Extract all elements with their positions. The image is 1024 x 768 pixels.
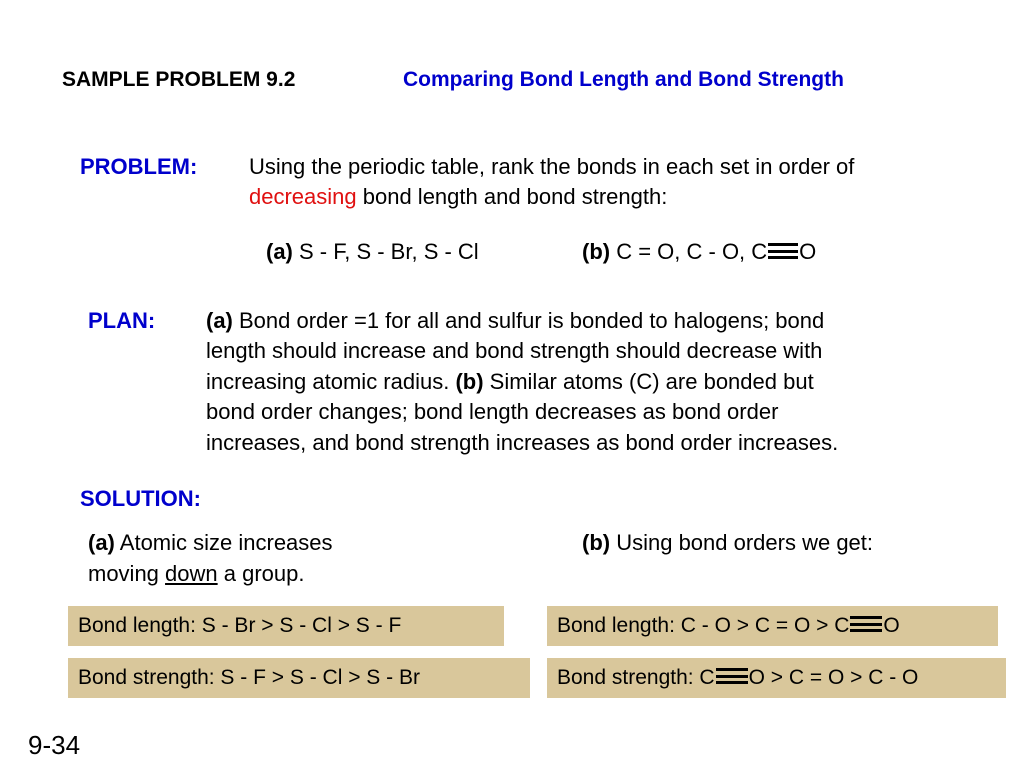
solution-a-line2 (88, 559, 304, 589)
plan-line1-text: Bond order =1 for all and sulfur is bonded to halogens; bond (232, 308, 825, 333)
solution-label: SOLUTION: (80, 486, 201, 511)
decreasing-emphasis: decreasing (249, 184, 357, 209)
plan-line3-post: Similar atoms (C) are bonded but (483, 369, 814, 394)
plan-line4: bond order changes; bond length decreases as bond order (206, 399, 779, 424)
solution-a-line1 (88, 528, 333, 558)
plan-label: PLAN: (88, 308, 156, 333)
plan-line3 (206, 367, 814, 397)
box-b-length-pre: Bond length: C - O > C = O > C (557, 614, 850, 637)
problem-part-b (582, 237, 816, 267)
solution-a-tag: (a) (88, 530, 115, 555)
problem-text-line1: Using the periodic table, rank the bonds in each set in order of (249, 154, 855, 179)
part-b-tag: (b) (582, 239, 611, 264)
problem-part-a (266, 237, 479, 267)
slide-number: 9-34 (28, 730, 81, 760)
answer-box-b-length (547, 606, 998, 646)
part-b-bonds-end: O (799, 239, 817, 264)
plan-line1 (206, 306, 824, 336)
solution-a-text: Atomic size increases (114, 530, 333, 555)
answer-box-b-strength (547, 658, 1006, 698)
plan-line2: length should increase and bond strength should decrease with (206, 338, 823, 363)
plan-tag-b: (b) (455, 369, 484, 394)
problem-text-line2 (249, 182, 667, 212)
box-b-strength-pre: Bond strength: C (557, 666, 715, 689)
solution-b-line1 (582, 528, 873, 558)
answer-box-a-length: Bond length: S - Br > S - Cl > S - F (68, 606, 504, 646)
solution-b-text: Using bond orders we get: (610, 530, 874, 555)
solution-a-line2-pre: moving (88, 561, 166, 586)
box-b-strength-post: O > C = O > C - O (748, 666, 919, 689)
triple-bond-icon (716, 667, 748, 685)
triple-bond-icon (768, 242, 798, 260)
plan-tag-a: (a) (206, 308, 233, 333)
triple-bond-icon (850, 615, 882, 633)
part-a-bonds: S - F, S - Br, S - Cl (292, 239, 479, 264)
solution-a-line2-post: a group. (217, 561, 305, 586)
page-title: Comparing Bond Length and Bond Strength (403, 68, 844, 91)
solution-b-tag: (b) (582, 530, 611, 555)
part-b-bonds: C = O, C - O, C (610, 239, 768, 264)
part-a-tag: (a) (266, 239, 293, 264)
answer-box-a-strength: Bond strength: S - F > S - Cl > S - Br (68, 658, 530, 698)
plan-line5: increases, and bond strength increases as bond order increases. (206, 430, 839, 455)
problem-label: PROBLEM: (80, 154, 198, 179)
plan-line3-pre: increasing atomic radius. (206, 369, 456, 394)
box-b-length-post: O (883, 614, 900, 637)
down-underlined: down (165, 561, 218, 586)
sample-problem-label: SAMPLE PROBLEM 9.2 (62, 68, 296, 91)
problem-text-line2-rest: bond length and bond strength: (356, 184, 668, 209)
